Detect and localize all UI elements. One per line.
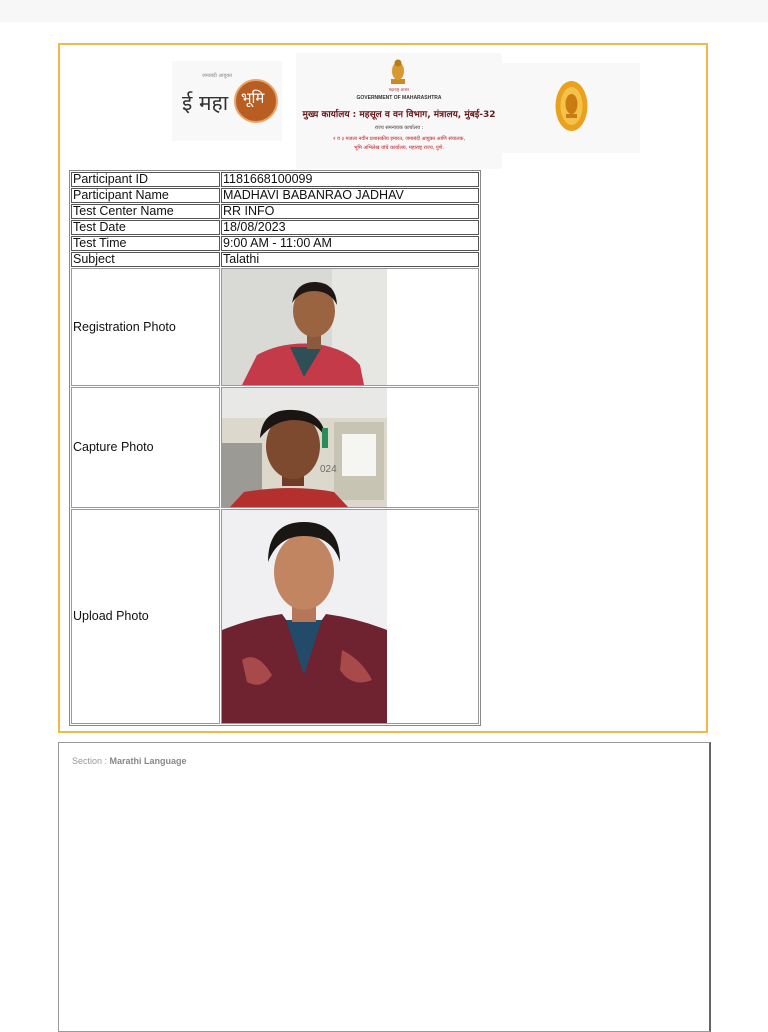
label-test-date: Test Date [71, 220, 220, 235]
top-strip [0, 0, 768, 22]
capture-photo-text: 024 [320, 464, 337, 475]
label-test-center: Test Center Name [71, 204, 220, 219]
label-registration-photo: Registration Photo [71, 268, 220, 386]
value-subject: Talathi [221, 252, 479, 267]
admit-card [58, 43, 708, 733]
emahabhumi-logo [172, 61, 282, 141]
row-upload-photo [71, 509, 479, 724]
gov-line2: GOVERNMENT OF MAHARASHTRA [356, 95, 442, 101]
emahabhumi-text: ई महा [182, 91, 229, 115]
row-participant-id [71, 172, 479, 187]
value-participant-id: 1181668100099 [221, 172, 479, 187]
emahabhumi-badge: भूमि [241, 89, 265, 107]
gov-line1: महाराष्ट्र शासन [388, 87, 410, 92]
section-label [72, 756, 187, 766]
row-registration-photo [71, 268, 479, 386]
header-logos [60, 45, 706, 170]
row-test-center [71, 204, 479, 219]
national-emblem-icon [388, 57, 408, 87]
emahabhumi-circle [234, 79, 278, 123]
emahabhumi-tagline: जमाबंदी आयुक्त [202, 73, 232, 79]
label-subject: Subject [71, 252, 220, 267]
row-participant-name [71, 188, 479, 203]
state-seal-icon [555, 80, 588, 132]
section-prefix: Section : [72, 756, 110, 766]
upload-photo-cell [221, 509, 479, 724]
row-capture-photo [71, 387, 479, 508]
maharashtra-seal [502, 63, 640, 153]
capture-photo-cell [221, 387, 479, 508]
row-subject [71, 252, 479, 267]
gov-line5: २ व ३ मजला नवीन प्रशासकीय इमारत, जमाबंदी आयुक्त आणि संचालक, [332, 136, 466, 142]
label-participant-name: Participant Name [71, 188, 220, 203]
gov-line3: मुख्य कार्यालय : महसूल व वन विभाग, मंत्रालय, मुंबई-32 [302, 110, 496, 120]
government-header [296, 53, 502, 169]
row-test-date [71, 220, 479, 235]
capture-photo [222, 388, 387, 507]
registration-photo [222, 269, 387, 385]
upload-photo [222, 510, 387, 723]
row-test-time [71, 236, 479, 251]
section-panel [58, 742, 711, 1032]
label-upload-photo: Upload Photo [71, 509, 220, 724]
section-name: Marathi Language [109, 756, 187, 766]
registration-photo-cell [221, 268, 479, 386]
gov-line4: राज्य समन्वयक कार्यालय : [374, 125, 424, 131]
label-test-time: Test Time [71, 236, 220, 251]
value-test-time: 9:00 AM - 11:00 AM [221, 236, 479, 251]
value-test-center: RR INFO [221, 204, 479, 219]
label-participant-id: Participant ID [71, 172, 220, 187]
value-test-date: 18/08/2023 [221, 220, 479, 235]
label-capture-photo: Capture Photo [71, 387, 220, 508]
value-participant-name: MADHAVI BABANRAO JADHAV [221, 188, 479, 203]
participant-table [69, 170, 481, 726]
gov-line6: भूमि अभिलेख यांचे कार्यालय, महाराष्ट्र राज्य, पुणे. [354, 145, 444, 151]
